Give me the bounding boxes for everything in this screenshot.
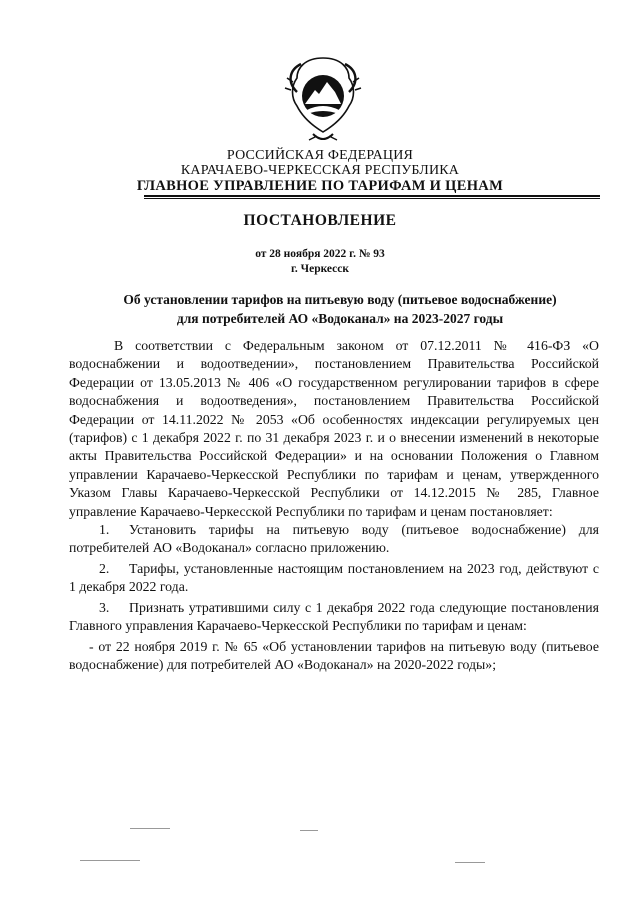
repealed-subitem: - от 22 ноября 2019 г. № 65 «Об установлении тарифов на питьевую воду (питьевое водоснабжение) для потребителей АО «Водоканал» на 2020-2022 годы»; bbox=[69, 638, 599, 672]
scan-artifact bbox=[455, 862, 485, 863]
document-body bbox=[69, 337, 599, 674]
item-text: Установить тарифы на питьевую воду (питьевое водоснабжение) для потребителей АО «Водоканал» согласно приложению. bbox=[69, 522, 599, 556]
list-item-3 bbox=[69, 599, 599, 636]
document-type: ПОСТАНОВЛЕНИЕ bbox=[243, 212, 397, 229]
scan-artifact bbox=[300, 830, 318, 831]
header-agency: ГЛАВНОЕ УПРАВЛЕНИЕ ПО ТАРИФАМ И ЦЕНАМ bbox=[136, 178, 504, 194]
scan-artifact bbox=[130, 828, 170, 829]
list-item-2 bbox=[69, 560, 599, 597]
preamble-paragraph: В соответствии с Федеральным законом от 07.12.2011 № 416-ФЗ «О водоснабжении и водоотведении», постановлением Правительства Российской Федерации от 13.05.2013 № 406 «О государственном регулировании тарифов в сфере водоснабжения и водоотведения», постановлением Правительства Российской Федерации от 14.11.2022 № 2053 «Об особенностях индексации регулируемых цен (тарифов) с 1 декабря 2022 г. по 31 декабря 2023 г. и о внесении изменений в некоторые акты Правительства Российской Федерации» и на основании Положения о Главном управлении Карачаево-Черкесской Республики по тарифам и ценам, утвержденного Указом Главы Карачаево-Черкесской Республики от 14.12.2015 № 285, Главное управление Карачаево-Черкесской Республики по тарифам и ценам постановляет: bbox=[69, 338, 599, 519]
header-divider bbox=[144, 195, 600, 197]
document-city: г. Черкесск bbox=[290, 263, 350, 275]
item-text: Признать утратившими силу с 1 декабря 2022 года следующие постановления Главного управления Карачаево-Черкесской Республики по тарифам и ценам: bbox=[69, 599, 599, 634]
header-divider-thin bbox=[144, 198, 600, 199]
header-country: РОССИЙСКАЯ ФЕДЕРАЦИЯ bbox=[226, 148, 414, 163]
header-republic: КАРАЧАЕВО-ЧЕРКЕССКАЯ РЕСПУБЛИКА bbox=[180, 163, 460, 178]
subject-line-1: Об установлении тарифов на питьевую воду (питьевое водоснабжение) bbox=[123, 292, 557, 307]
item-number: 3. bbox=[99, 599, 110, 615]
item-number: 1. bbox=[99, 522, 110, 538]
item-text: Тарифы, установленные настоящим постановлением на 2023 год, действуют с 1 декабря 2022 года. bbox=[69, 560, 599, 595]
subject-line-2: для потребителей АО «Водоканал» на 2023-2027 годы bbox=[176, 311, 504, 326]
scan-artifact bbox=[80, 860, 140, 861]
list-item-1 bbox=[69, 521, 599, 558]
item-number: 2. bbox=[99, 560, 110, 576]
document-date-number: от 28 ноября 2022 г. № 93 bbox=[255, 248, 385, 260]
coat-of-arms-icon bbox=[283, 52, 363, 152]
document-subject bbox=[90, 290, 590, 328]
